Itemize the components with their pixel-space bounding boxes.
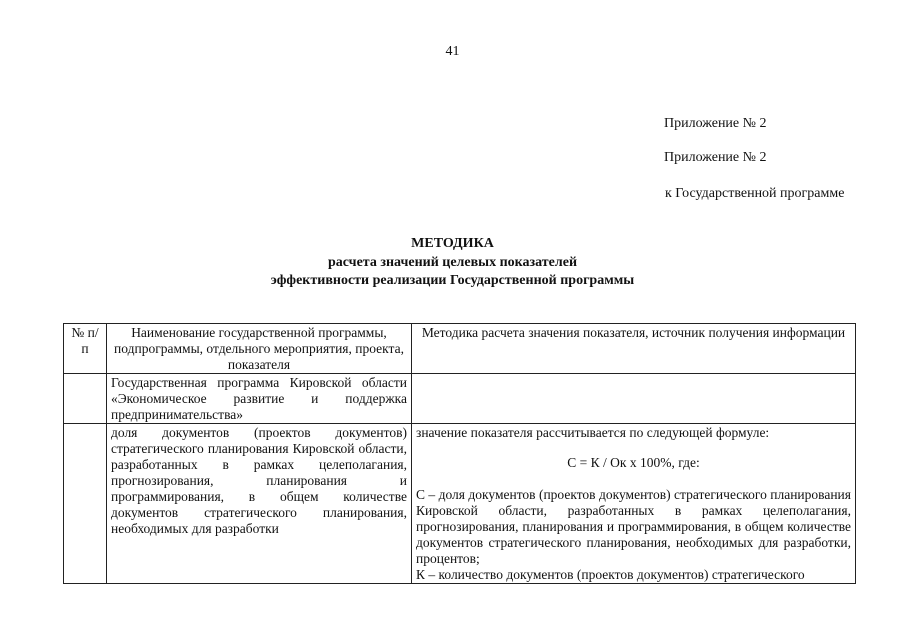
table-row xyxy=(64,424,856,584)
cell-method xyxy=(412,424,856,584)
cell-indicator-name: доля документов (проектов документов) стратегического планирования Кировской области, разработанных в рамках целеполагания, прогнозирования, планирования и программирования, в общем количестве документов стратегического планирования, необходимых для разработки xyxy=(107,424,412,584)
document-title: МЕТОДИКА xyxy=(411,236,494,251)
definition-k: К – количество документов (проектов документов) стратегического xyxy=(416,567,805,582)
table-row xyxy=(64,374,856,424)
cell-number xyxy=(64,374,107,424)
cell-program-name: Государственная программа Кировской области «Экономическое развитие и поддержка предпринимательства» xyxy=(107,374,412,424)
appendix-label-repeat: Приложение № 2 xyxy=(664,150,767,165)
document-subtitle: расчета значений целевых показателей xyxy=(327,255,578,270)
formula: С = К / Ок х 100%, где: xyxy=(567,455,700,470)
cell-number xyxy=(64,424,107,584)
definition-c: С – доля документов (проектов документов) стратегического планирования Кировской области, разработанных в рамках целеполагания, прогнозирования, планирования и программирования, в общем количестве документов стратегического планирования, необходимых для разработки, процентов; xyxy=(416,487,851,566)
page-number: 41 xyxy=(445,44,460,59)
header-method: Методика расчета значения показателя, источник получения информации xyxy=(412,324,856,374)
table-header-row xyxy=(64,324,856,374)
document-subtitle-2: эффективности реализации Государственной программы xyxy=(270,273,635,288)
appendix-program-ref: к Государственной программе xyxy=(665,186,845,201)
header-name: Наименование государственной программы, подпрограммы, отдельного мероприятия, проекта, показателя xyxy=(107,324,412,374)
method-intro: значение показателя рассчитывается по следующей формуле: xyxy=(416,425,770,440)
cell-method xyxy=(412,374,856,424)
methodology-table xyxy=(63,323,856,584)
header-number: № п/п xyxy=(64,324,107,374)
appendix-label: Приложение № 2 xyxy=(664,116,767,131)
